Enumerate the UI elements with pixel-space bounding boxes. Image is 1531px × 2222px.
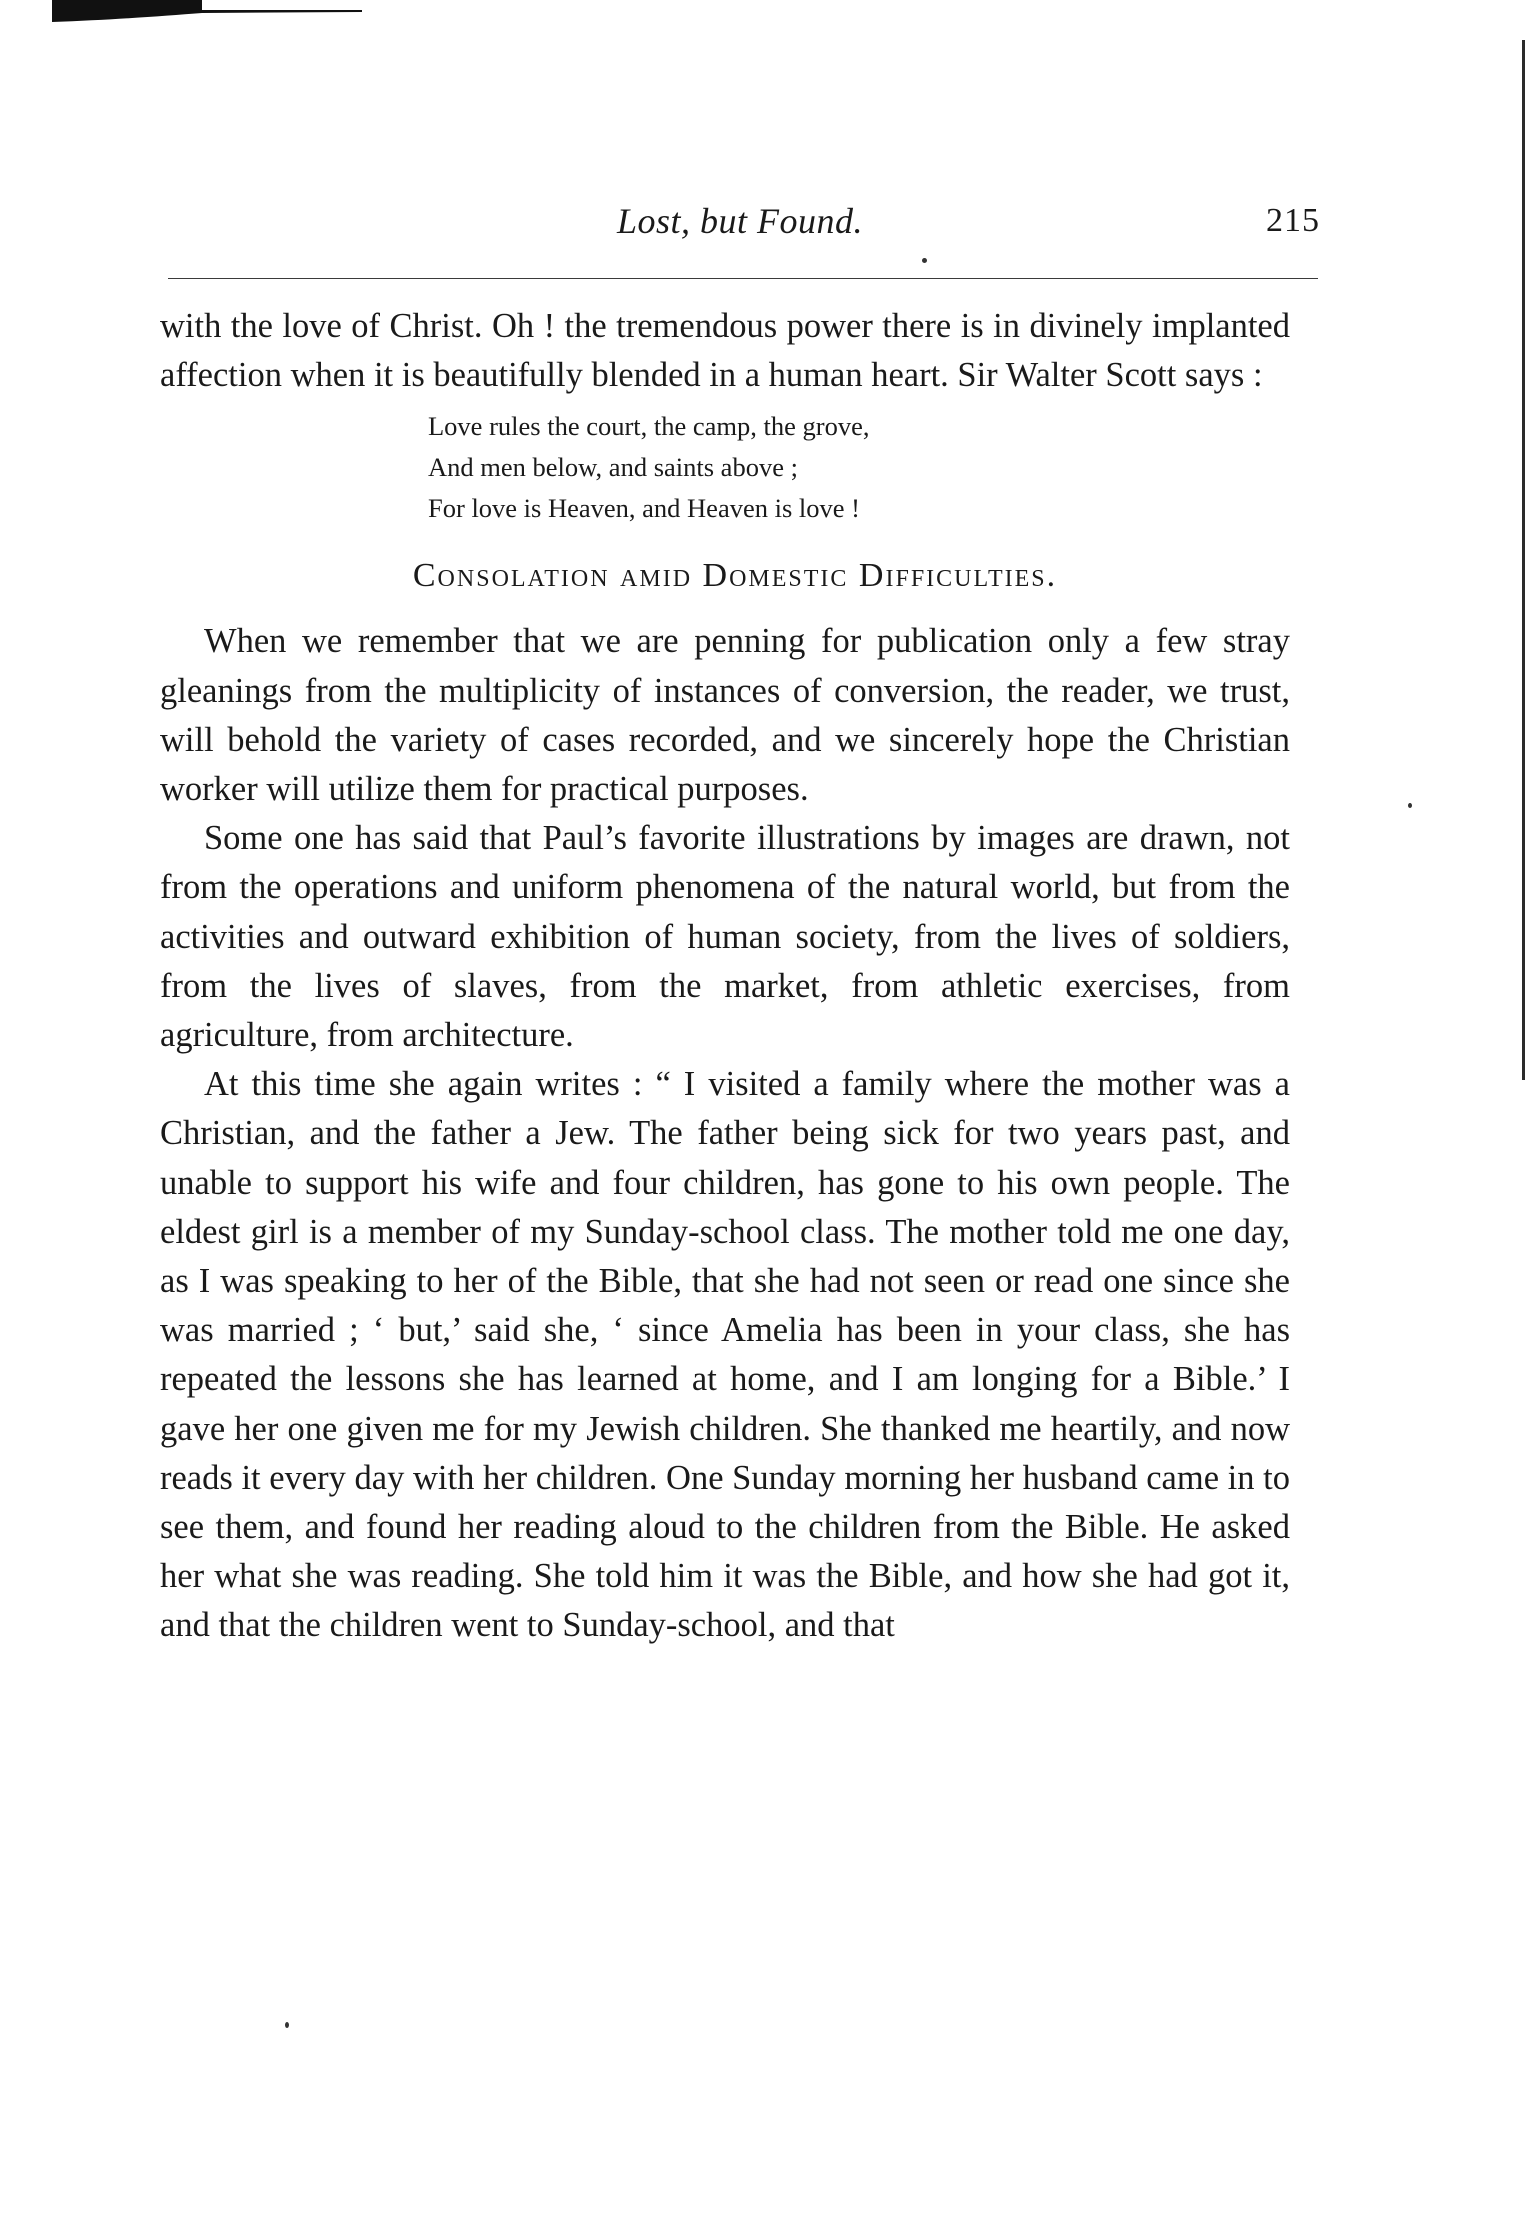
paragraph: Some one has said that Paul’s favorite illustrations by images are drawn, not from the operations and uniform phenomena of the natural world, but from the activities and outward exhibition of human society, from the lives of soldiers, from the lives of slaves, from the market, from athletic exercises, from agriculture, from architecture. [160, 819, 1290, 1055]
verse-line: Love rules the court, the camp, the grove, [428, 411, 870, 442]
verse-line: For love is Heaven, and Heaven is love ! [428, 493, 860, 524]
ink-speck [285, 2022, 289, 2028]
section-heading: Consolation amid Domestic Difficulties. [412, 557, 1058, 595]
running-head [160, 200, 1320, 260]
paragraph: When we remember that we are penning for publication only a few stray gleanings from the multiplicity of instances of conversion, the reader, we trust, will behold the variety of cases recorded, and we sincerely hope the Christian worker will utilize them for practical purposes. [160, 622, 1290, 809]
paragraph: At this time she again writes : “ I visited a family where the mother was a Christian, and the father a Jew. The father being sick for two years past, and unable to support his wife and four children, has gone to his own people. The eldest girl is a member of my Sunday-school class. The mother told me one day, as I was speaking to her of the Bible, that she had not seen or read one since she was married ; ‘ but,’ said she, ‘ since Amelia has been in your class, she has repeated the lessons she has learned at home, and I am longing for a Bible.’ I gave her one given me for my Jewish children. She thanked me heartily, and now reads it every day with her children. One Sunday morning her husband came in to see them, and found her reading aloud to the children from the Bible. He asked her what she was reading. She told him it was the Bible, and how she had got it, and that the children went to Sunday-school, and that [160, 1065, 1290, 1645]
paragraph-continuation: with the love of Christ. Oh ! the tremendous power there is in divinely implanted affection when it is beautifully blended in a human heart. Sir Walter Scott says : [160, 307, 1290, 395]
page-number: 215 [1266, 202, 1320, 239]
verse-quotation [428, 406, 1290, 529]
header-rule [168, 278, 1318, 279]
verse-line: And men below, and saints above ; [428, 452, 798, 483]
ink-speck [1408, 803, 1412, 808]
running-title: Lost, but Found. [616, 201, 864, 241]
scan-edge-mark [52, 0, 362, 24]
ink-speck [922, 258, 927, 263]
scan-right-edge-line [1522, 40, 1525, 1080]
body-text [160, 302, 1290, 1651]
